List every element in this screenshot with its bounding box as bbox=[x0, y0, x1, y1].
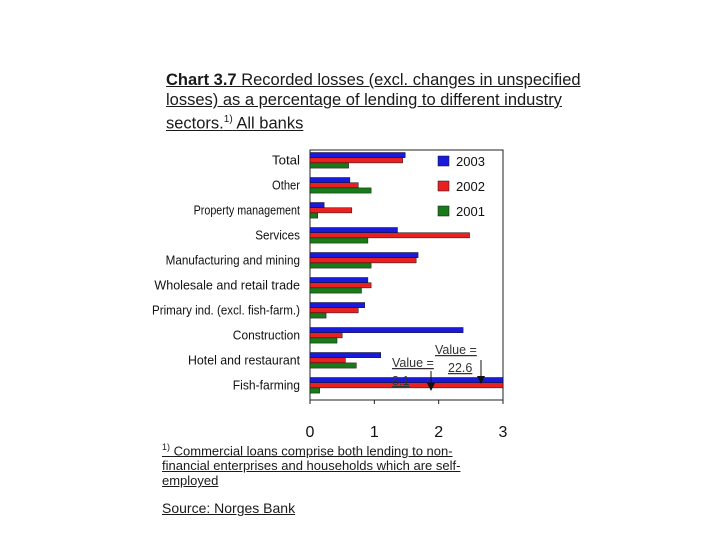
bar-2003 bbox=[310, 253, 418, 258]
chart-title-text: Recorded losses (excl. changes in unspecified losses) as a percentage of lending to different industry sectors. bbox=[166, 71, 581, 133]
bar-2002 bbox=[310, 233, 470, 238]
bar-2001 bbox=[310, 238, 368, 243]
bar-2002 bbox=[310, 183, 358, 188]
legend-label: 2002 bbox=[456, 179, 485, 194]
bar-2003 bbox=[310, 278, 368, 283]
annotation-2003: Value = bbox=[392, 356, 434, 370]
bar-2001 bbox=[310, 163, 349, 168]
bar-2001 bbox=[310, 388, 320, 393]
chart-number: Chart 3.7 bbox=[166, 71, 237, 89]
legend-swatch bbox=[438, 181, 449, 191]
category-label: Other bbox=[272, 178, 300, 193]
bar-2003 bbox=[310, 328, 463, 333]
category-label: Total bbox=[272, 153, 300, 168]
footnote-text: Commercial loans comprise both lending to non-financial enterprises and households which are self-employed bbox=[162, 443, 461, 489]
category-label: Hotel and restaurant bbox=[188, 353, 301, 368]
bar-2003 bbox=[310, 203, 324, 208]
bar-2003 bbox=[310, 228, 397, 233]
annotation-2002-value: 22.6 bbox=[448, 361, 473, 375]
x-tick-label: 2 bbox=[434, 424, 444, 441]
footnote bbox=[162, 440, 492, 488]
bar-2002 bbox=[310, 358, 345, 363]
bar-2001 bbox=[310, 363, 356, 368]
bar-2001 bbox=[310, 263, 371, 268]
legend-swatch bbox=[438, 206, 449, 216]
bar-2003 bbox=[310, 303, 365, 308]
bar-2002 bbox=[310, 283, 371, 288]
category-label: Manufacturing and mining bbox=[165, 253, 301, 268]
bar-2002 bbox=[310, 208, 352, 213]
bar-2002 bbox=[310, 158, 403, 163]
category-label: Fish-farming bbox=[232, 378, 301, 393]
title-footnote-marker: 1) bbox=[223, 114, 233, 125]
bar-2003 bbox=[310, 178, 350, 183]
bar-2001 bbox=[310, 213, 318, 218]
legend-swatch bbox=[438, 156, 449, 166]
category-label: Property management bbox=[193, 203, 301, 218]
bar-2001 bbox=[310, 313, 326, 318]
bar-2002 bbox=[310, 308, 358, 313]
annotation-2003-value: 8.1 bbox=[392, 374, 410, 388]
category-label: Wholesale and retail trade bbox=[154, 278, 301, 293]
bar-2001 bbox=[310, 288, 361, 293]
chart-title-tail: All banks bbox=[236, 114, 304, 133]
source-note: Source: Norges Bank bbox=[162, 500, 296, 516]
legend-label: 2001 bbox=[456, 204, 485, 219]
category-label: Primary ind. (excl. fish-farm.) bbox=[152, 303, 300, 318]
category-label: Construction bbox=[232, 328, 301, 343]
bar-2001 bbox=[310, 338, 337, 343]
bar-2002 bbox=[310, 258, 416, 263]
x-tick-label: 1 bbox=[369, 424, 379, 441]
annotation-2002: Value = bbox=[435, 343, 477, 357]
x-tick-label: 3 bbox=[498, 424, 508, 441]
bar-2001 bbox=[310, 188, 371, 193]
bar-2003 bbox=[310, 353, 381, 358]
x-tick-label: 0 bbox=[305, 424, 315, 441]
bar-2002 bbox=[310, 333, 342, 338]
category-label: Services bbox=[255, 228, 300, 243]
bar-2003 bbox=[310, 153, 405, 158]
legend-label: 2003 bbox=[456, 154, 485, 169]
footnote-marker: 1) bbox=[162, 442, 171, 452]
